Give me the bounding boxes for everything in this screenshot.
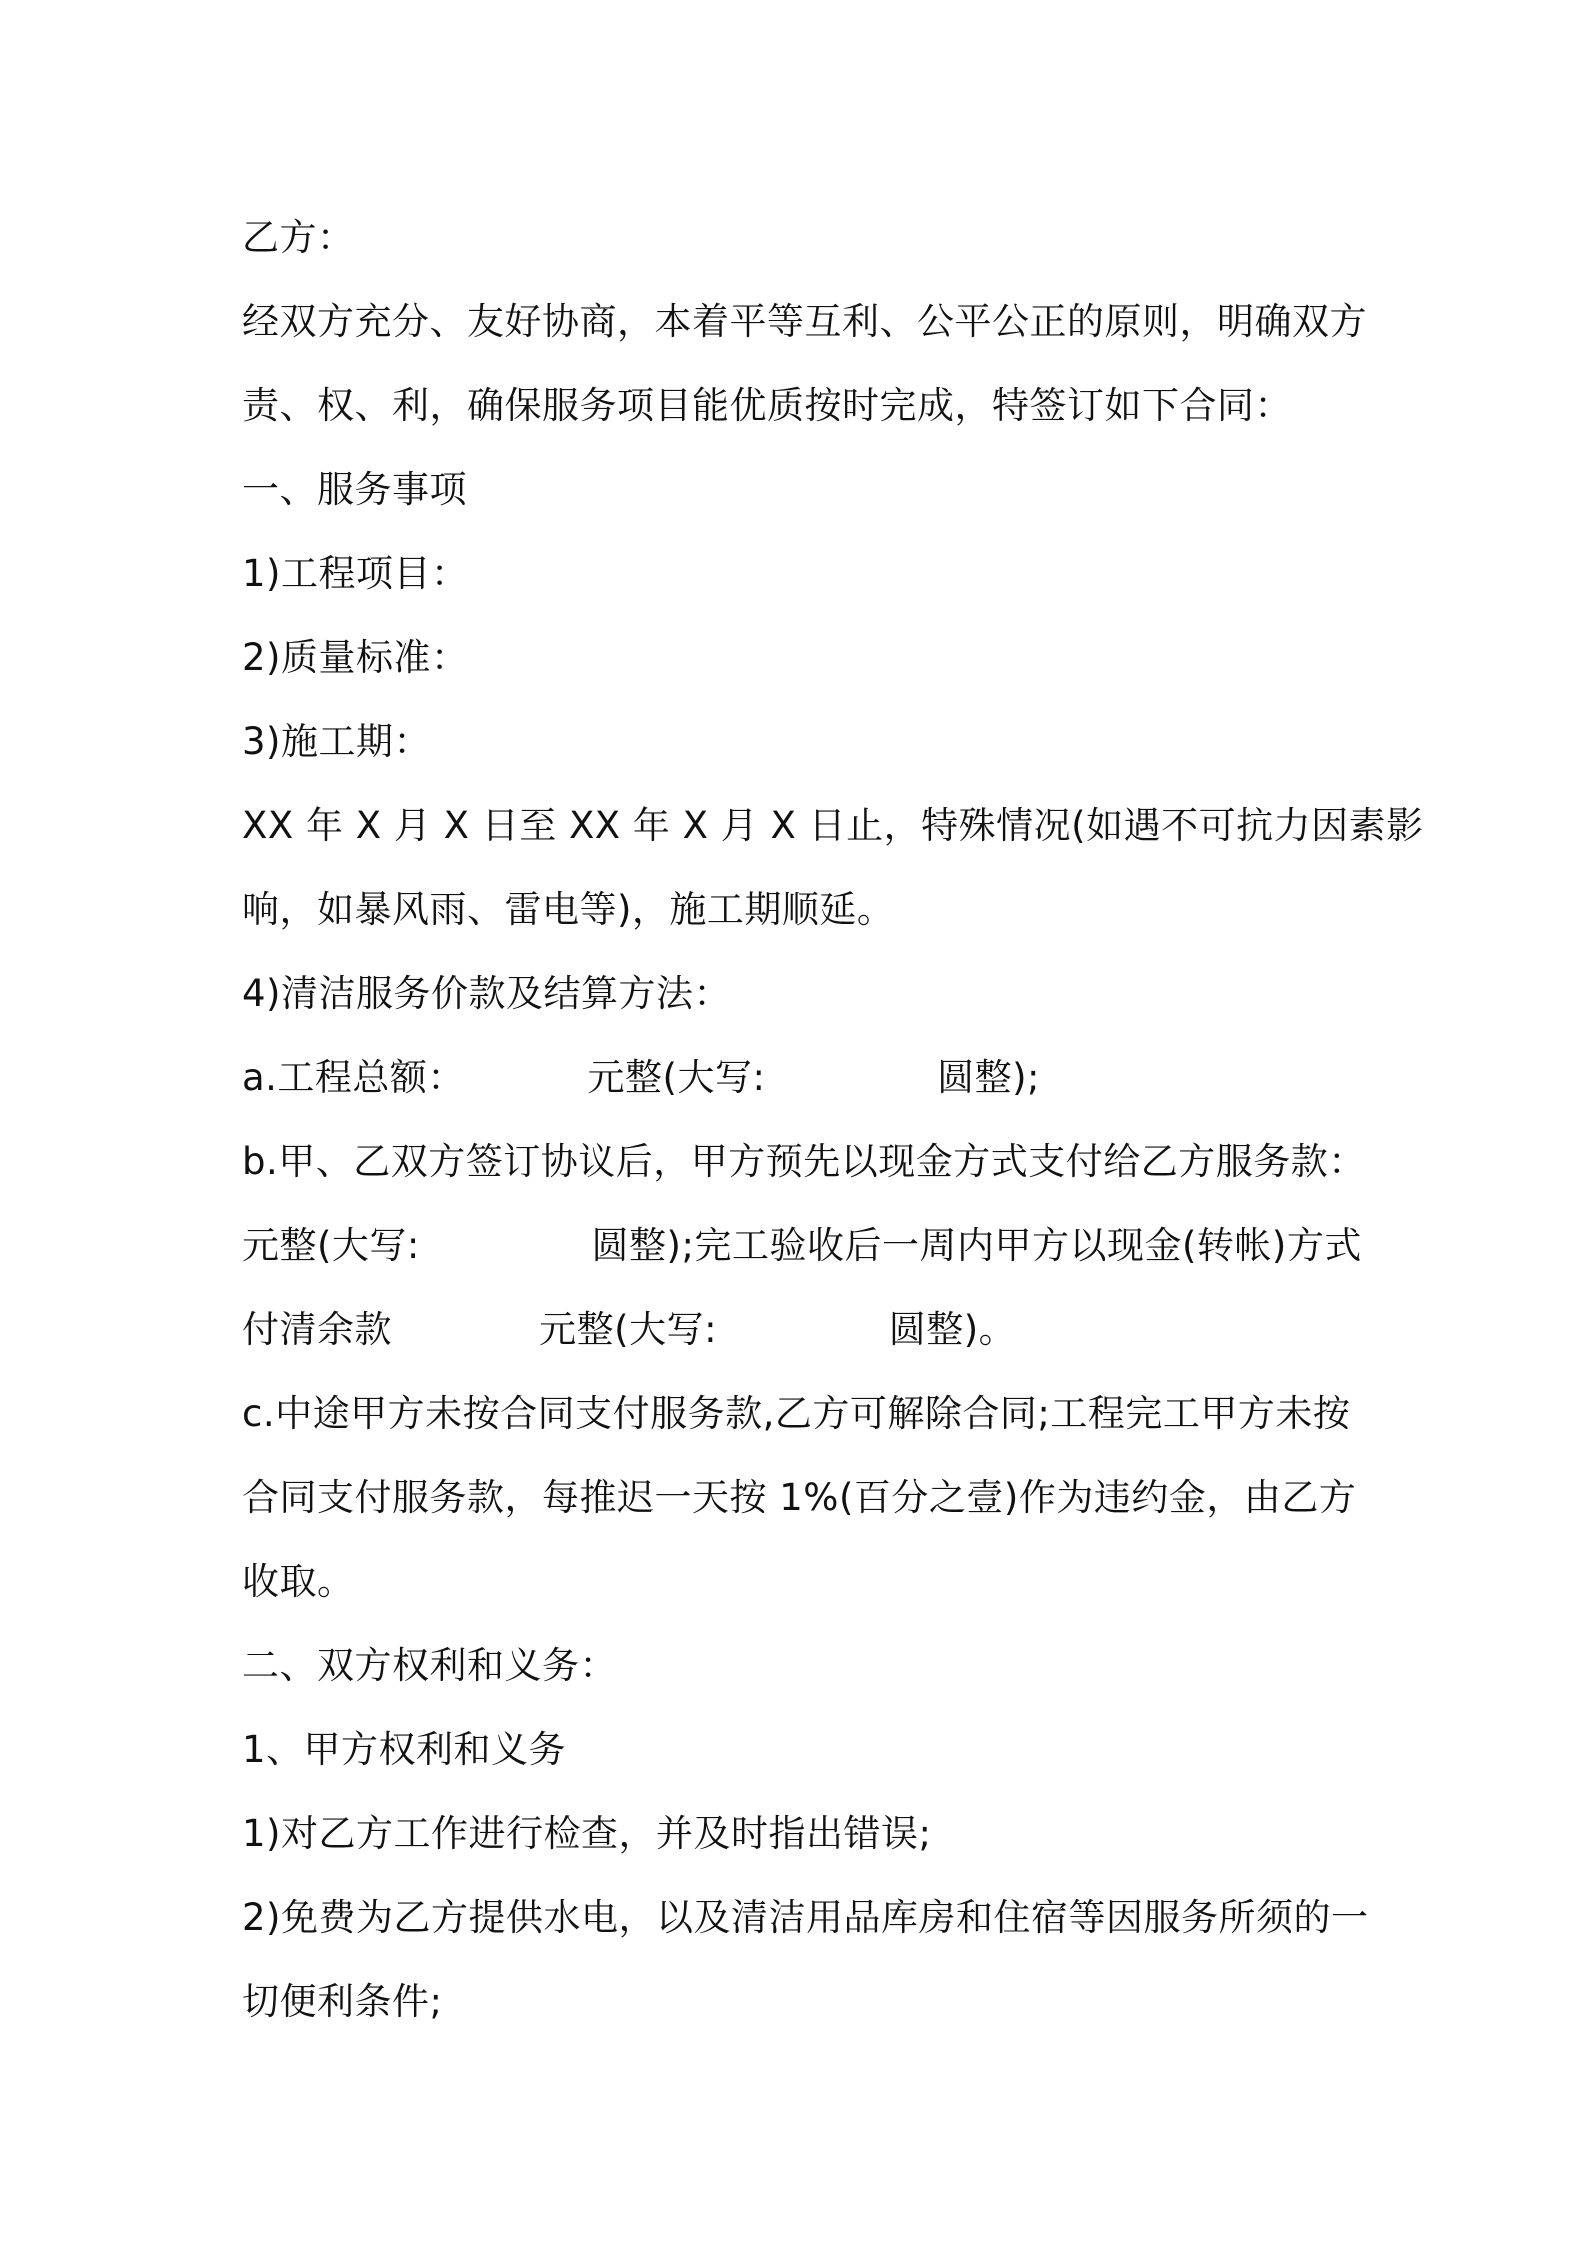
construction-period-line-1: XX 年 X 月 X 日至 XX 年 X 月 X 日止，特殊情况(如遇不可抗力因素影 [242,804,1424,847]
payment-c-line-1: c.中途甲方未按合同支付服务款,乙方可解除合同;工程完工甲方未按 [242,1392,1351,1435]
party-b-label: 乙方： [242,216,355,259]
preamble-line-2: 责、权、利，确保服务项目能优质按时完成，特签订如下合同： [242,384,1292,427]
construction-period-item: 3)施工期： [242,720,431,763]
contract-body [242,196,1424,2044]
payment-b-line-1: b.甲、乙双方签订协议后，甲方预先以现金方式支付给乙方服务款： [242,1140,1366,1183]
payment-c-line-3: 收取。 [242,1560,355,1603]
construction-period-line-2: 响，如暴风雨、雷电等)，施工期顺延。 [242,888,895,931]
payment-b-line-2: 元整(大写: 圆整);完工验收后一周内甲方以现金(转帐)方式 [242,1224,1362,1267]
preamble-line-1: 经双方充分、友好协商，本着平等互利、公平公正的原则，明确双方 [242,300,1367,343]
payment-c-line-2: 合同支付服务款，每推迟一天按 1%(百分之壹)作为违约金，由乙方 [242,1476,1357,1519]
section-2-heading: 二、双方权利和义务： [242,1644,617,1687]
section-1-heading: 一、服务事项 [242,468,467,511]
party-a-right-2-line-1: 2)免费为乙方提供水电，以及清洁用品库房和住宿等因服务所须的一 [242,1896,1369,1939]
project-item: 1)工程项目： [242,552,469,595]
party-a-right-1: 1)对乙方工作进行检查，并及时指出错误; [242,1812,932,1855]
payment-b-line-3: 付清余款 元整(大写: 圆整)。 [242,1308,1017,1351]
party-a-right-2-line-2: 切便利条件; [242,1980,443,2023]
payment-method-item: 4)清洁服务价款及结算方法： [242,972,731,1015]
party-a-rights-heading: 1、甲方权利和义务 [242,1728,567,1771]
quality-standard-item: 2)质量标准： [242,636,469,679]
payment-a-line: a.工程总额： 元整(大写: 圆整); [242,1056,1041,1099]
